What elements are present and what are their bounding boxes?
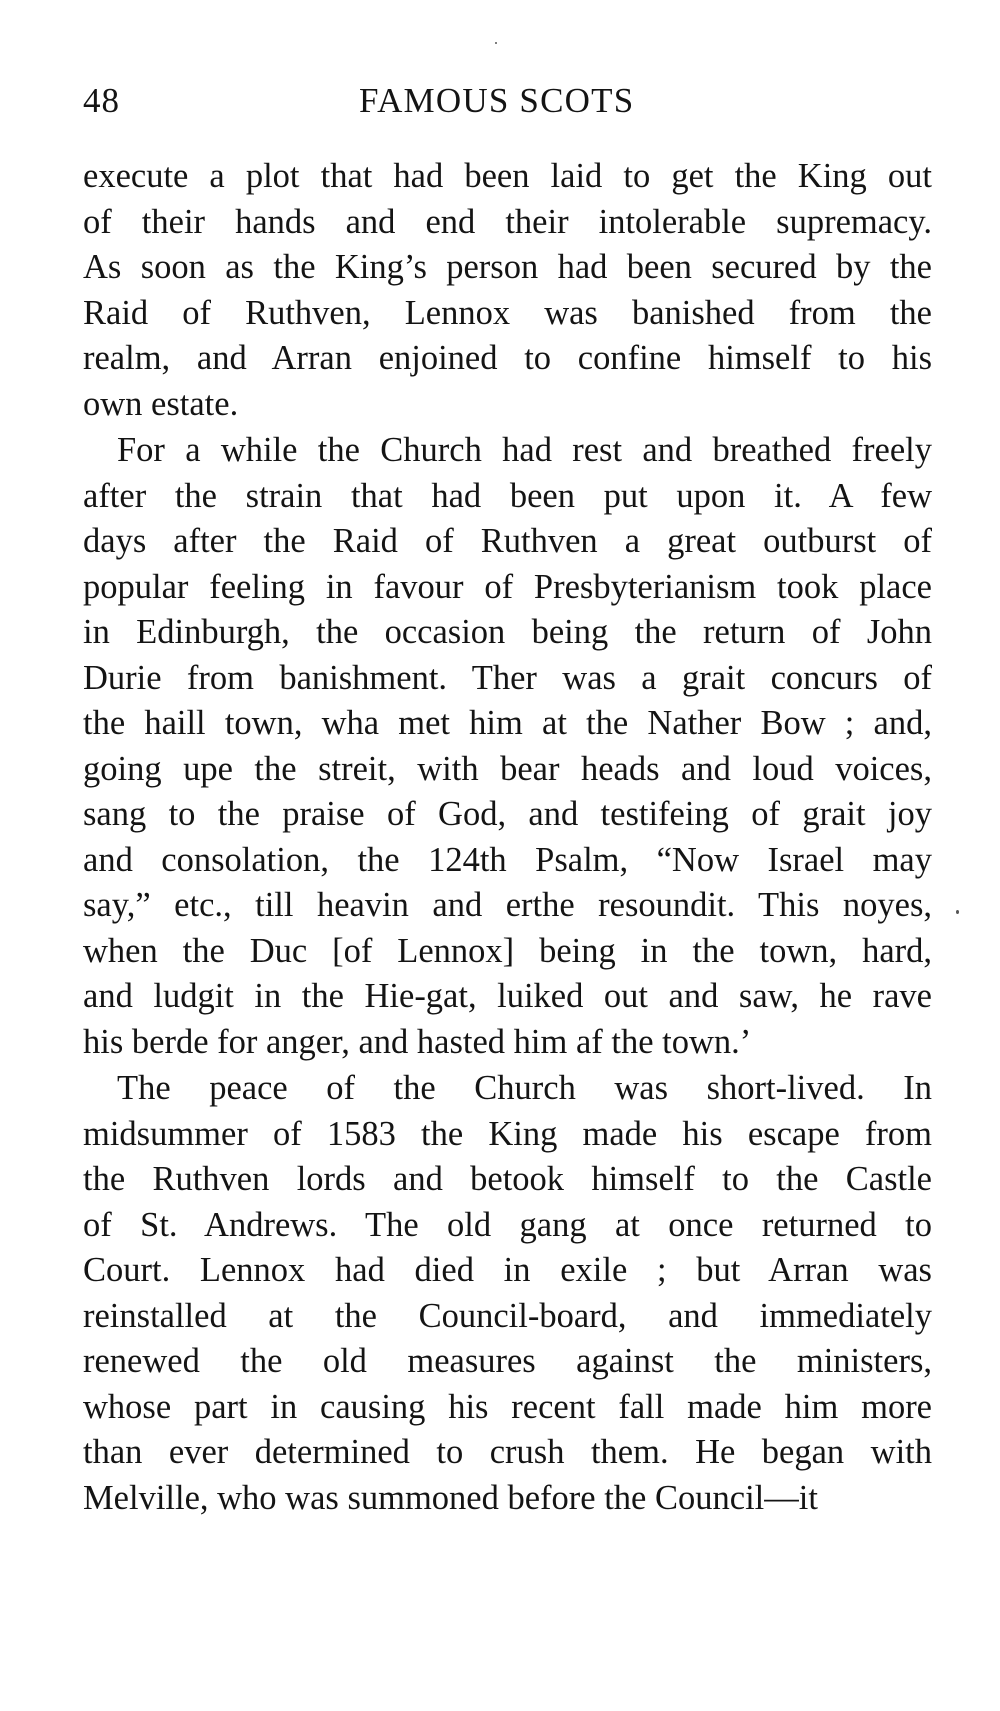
text-line: his berde for anger, and hasted him af the town.’ [83, 1022, 752, 1061]
page-header [83, 78, 932, 124]
paragraph [83, 1066, 932, 1521]
text-line: Court. Lennox had died in exile ; but Arran was [83, 1251, 932, 1289]
text-line: execute a plot that had been laid to get the King out [83, 157, 932, 195]
text-line: For a while the Church had rest and breathed freely [117, 431, 932, 469]
text-line: own estate. [83, 384, 239, 423]
text-line: days after the Raid of Ruthven a great outburst of [83, 522, 932, 560]
text-line: midsummer of 1583 the King made his escape from [83, 1114, 932, 1153]
text-line: Raid of Ruthven, Lennox was banished from the [83, 293, 932, 332]
text-line: reinstalled at the Council-board, and immediately [83, 1296, 932, 1335]
text-line: say,” etc., till heavin and erthe resoundit. This noyes, [83, 886, 932, 924]
text-line: when the Duc [of Lennox] being in the town, hard, [83, 931, 932, 970]
running-title: FAMOUS SCOTS [359, 81, 635, 120]
text-line: the haill town, wha met him at the Nather Bow ; and, [83, 704, 932, 742]
text-line: renewed the old measures against the ministers, [83, 1342, 932, 1380]
print-speck [956, 910, 959, 914]
body-text [83, 154, 932, 1521]
text-line: and consolation, the 124th Psalm, “Now Israel may [83, 840, 932, 879]
text-line: popular feeling in favour of Presbyterianism took place [83, 567, 932, 606]
text-line: than ever determined to crush them. He began with [83, 1433, 932, 1471]
text-line: Durie from banishment. Ther was a grait concurs of [83, 658, 932, 697]
text-line: after the strain that had been put upon it. A few [83, 476, 932, 515]
page-number: 48 [83, 81, 120, 120]
text-line: in Edinburgh, the occasion being the return of John [83, 613, 932, 651]
text-line: The peace of the Church was short-lived. In [117, 1069, 932, 1107]
text-line: and ludgit in the Hie-gat, luiked out and saw, he rave [83, 977, 932, 1015]
paragraph [83, 154, 932, 427]
text-line: whose part in causing his recent fall made him more [83, 1387, 932, 1426]
text-line: realm, and Arran enjoined to confine himself to his [83, 339, 932, 377]
paragraph [83, 428, 932, 1065]
print-speck [495, 42, 497, 44]
text-line: the Ruthven lords and betook himself to the Castle [83, 1160, 932, 1198]
text-line: Melville, who was summoned before the Council—it [83, 1478, 818, 1517]
text-line: going upe the streit, with bear heads and loud voices, [83, 749, 932, 788]
text-line: of St. Andrews. The old gang at once returned to [83, 1205, 932, 1244]
text-line: sang to the praise of God, and testifeing of grait joy [83, 795, 932, 833]
text-line: As soon as the King’s person had been secured by the [83, 248, 932, 286]
text-line: of their hands and end their intolerable supremacy. [83, 202, 932, 241]
